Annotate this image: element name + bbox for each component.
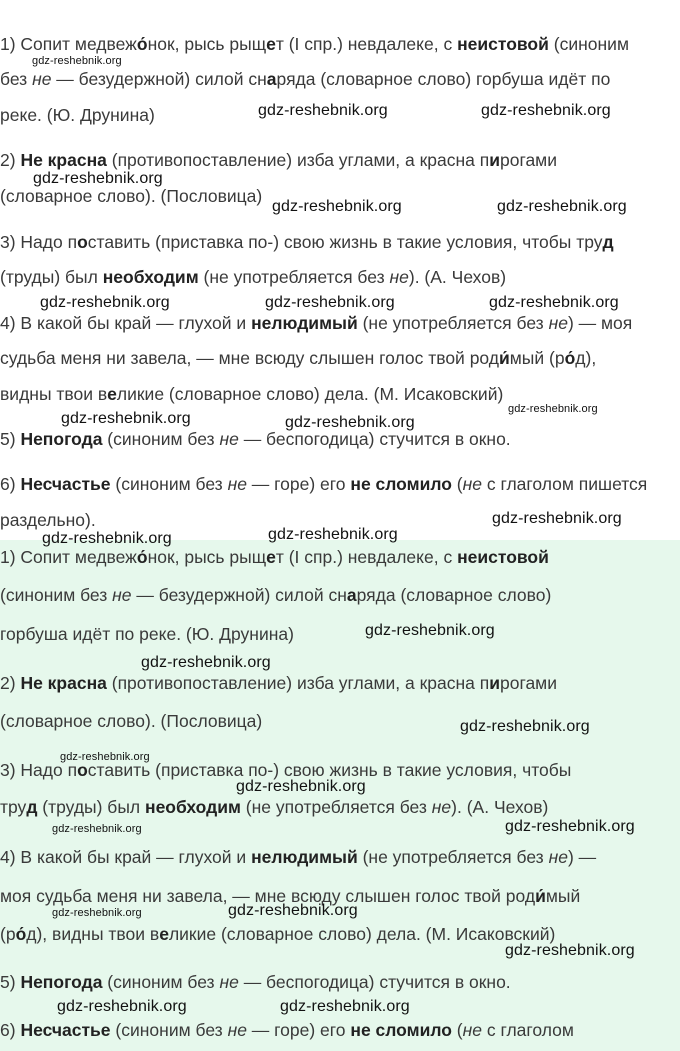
text-run: 6) xyxy=(0,1020,21,1040)
text-run: ). (А. Чехов) xyxy=(408,267,507,287)
text-run: 2) xyxy=(0,673,21,693)
watermark-text: gdz-reshebnik.org xyxy=(272,198,402,215)
text-run: — горе) его xyxy=(246,474,351,494)
text-run: — безудержной) силой сн xyxy=(131,585,347,605)
text-run: — беспогодица) стучится в окно. xyxy=(238,429,511,449)
highlighted-text: Несчастье xyxy=(20,1020,111,1040)
text-run: видны твои в xyxy=(0,384,108,404)
highlighted-text: необходим xyxy=(102,267,199,287)
watermark-text: gdz-reshebnik.org xyxy=(460,718,590,735)
watermark-text: gdz-reshebnik.org xyxy=(268,526,398,543)
text-line xyxy=(0,584,551,606)
text-line xyxy=(0,971,511,993)
text-run: т (I спр.) невдалеке, с xyxy=(275,547,458,567)
highlighted-text: о xyxy=(77,760,88,780)
text-run: ставить (приставка по-) свою жизнь в такие условия, чтобы тру xyxy=(87,232,603,252)
highlighted-text: Непогода xyxy=(20,429,103,449)
text-run: мый xyxy=(545,886,581,906)
text-line xyxy=(0,312,632,334)
highlighted-text: нелюдимый xyxy=(251,847,358,867)
text-run: 1) Сопит медвеж xyxy=(0,547,137,567)
text-run: (синоним без xyxy=(102,972,220,992)
highlighted-text: е xyxy=(107,384,117,404)
text-run: тру xyxy=(0,797,27,817)
watermark-text: gdz-reshebnik.org xyxy=(33,170,163,187)
text-line xyxy=(0,710,262,732)
watermark-text: gdz-reshebnik.org xyxy=(505,818,635,835)
text-run: ликие (словарное слово) дела. (М. Исаковский) xyxy=(168,924,556,944)
text-run: (словарное слово). (Пословица) xyxy=(0,711,263,731)
text-run: ряда (словарное слово) xyxy=(356,585,552,605)
text-run: нок, рысь рыщ xyxy=(147,34,267,54)
italic-text: не xyxy=(219,429,239,449)
watermark-text: gdz-reshebnik.org xyxy=(497,198,627,215)
text-line xyxy=(0,796,548,818)
watermark-text: gdz-reshebnik.org xyxy=(505,942,635,959)
text-run: 4) В какой бы край — глухой и xyxy=(0,847,252,867)
text-run: 3) Надо п xyxy=(0,760,78,780)
highlighted-text: д xyxy=(602,232,614,252)
highlighted-text: е xyxy=(266,547,276,567)
text-run: (не употребляется без xyxy=(357,313,549,333)
watermark-text: gdz-reshebnik.org xyxy=(141,654,271,671)
italic-text: не xyxy=(548,313,568,333)
text-run: (синоним без xyxy=(0,585,113,605)
highlighted-text: о́ xyxy=(15,924,27,944)
text-run: (не употребляется без xyxy=(198,267,390,287)
text-run: — безудержной) силой сн xyxy=(51,69,267,89)
text-run: с глаголом пишется xyxy=(481,474,648,494)
text-run: раздельно). xyxy=(0,510,96,530)
text-line xyxy=(0,473,647,495)
watermark-text: gdz-reshebnik.org xyxy=(40,294,170,311)
highlighted-text: и́ xyxy=(535,886,546,906)
text-line xyxy=(0,846,596,868)
text-run: моя судьба меня ни завела, — мне всюду слышен голос твой род xyxy=(0,886,536,906)
text-run: ряда (словарное слово) горбуша идёт по xyxy=(276,69,611,89)
watermark-text: gdz-reshebnik.org xyxy=(285,414,415,431)
highlighted-text: е xyxy=(159,924,169,944)
highlighted-text: и́ xyxy=(499,348,510,368)
text-run: ) — xyxy=(567,847,597,867)
highlighted-text: неистовой xyxy=(457,34,549,54)
text-line xyxy=(0,347,596,369)
text-run: 4) В какой бы край — глухой и xyxy=(0,313,252,333)
highlighted-text: Непогода xyxy=(20,972,103,992)
text-run: (не употребляется без xyxy=(357,847,549,867)
highlighted-text: а xyxy=(266,69,277,89)
watermark-text: gdz-reshebnik.org xyxy=(32,55,122,67)
text-line xyxy=(0,266,506,288)
watermark-text: gdz-reshebnik.org xyxy=(508,403,598,415)
text-run: 6) xyxy=(0,474,21,494)
text-run: (противопоставление) изба углами, а красна п xyxy=(106,150,490,170)
watermark-text: gdz-reshebnik.org xyxy=(52,907,142,919)
highlighted-text: необходим xyxy=(145,797,241,817)
highlighted-text: и xyxy=(489,673,500,693)
highlighted-text: Не красна xyxy=(20,150,107,170)
text-line xyxy=(0,149,557,171)
text-run: 5) xyxy=(0,972,21,992)
text-line xyxy=(0,383,503,405)
highlighted-text: е xyxy=(266,34,276,54)
text-run: горбуша идёт по реке. (Ю. Друнина) xyxy=(0,624,294,644)
text-run: ( xyxy=(451,474,463,494)
watermark-text: gdz-reshebnik.org xyxy=(57,998,187,1015)
text-line xyxy=(0,923,555,945)
text-line xyxy=(0,185,262,207)
watermark-text: gdz-reshebnik.org xyxy=(60,751,150,763)
text-run: — горе) его xyxy=(246,1020,351,1040)
text-run: (противопоставление) изба углами, а красна п xyxy=(106,673,490,693)
text-run: (труды) был xyxy=(0,267,103,287)
text-line xyxy=(0,33,629,55)
highlighted-text: и xyxy=(489,150,500,170)
highlighted-text: о́ xyxy=(564,348,576,368)
text-run: судьба меня ни завела, — мне всюду слышен голос твой род xyxy=(0,348,499,368)
text-run: 1) Сопит медвеж xyxy=(0,34,137,54)
text-run: реке. (Ю. Друнина) xyxy=(0,105,155,125)
text-line xyxy=(0,672,557,694)
text-run: (труды) был xyxy=(37,797,145,817)
italic-text: не xyxy=(32,69,52,89)
watermark-text: gdz-reshebnik.org xyxy=(265,294,395,311)
watermark-text: gdz-reshebnik.org xyxy=(42,530,172,547)
highlighted-text: д xyxy=(26,797,38,817)
text-run: ставить (приставка по-) свою жизнь в такие условия, чтобы xyxy=(87,760,572,780)
text-run: ). (А. Чехов) xyxy=(451,797,549,817)
watermark-text: gdz-reshebnik.org xyxy=(280,998,410,1015)
text-run: без xyxy=(0,69,33,89)
italic-text: не xyxy=(548,847,568,867)
text-run: д), видны твои в xyxy=(26,924,160,944)
watermark-text: gdz-reshebnik.org xyxy=(61,410,191,427)
watermark-text: gdz-reshebnik.org xyxy=(489,294,619,311)
highlighted-text: Несчастье xyxy=(20,474,111,494)
text-line xyxy=(0,509,96,531)
italic-text: не xyxy=(462,474,482,494)
text-run: ) — моя xyxy=(567,313,633,333)
italic-text: не xyxy=(431,797,452,817)
watermark-text: gdz-reshebnik.org xyxy=(481,102,611,119)
watermark-text: gdz-reshebnik.org xyxy=(365,622,495,639)
highlighted-text: о́ xyxy=(136,547,148,567)
text-line xyxy=(0,104,155,126)
watermark-text: gdz-reshebnik.org xyxy=(52,823,142,835)
highlighted-text: нелюдимый xyxy=(251,313,358,333)
text-run: (синоним xyxy=(548,34,629,54)
italic-text: не xyxy=(227,474,247,494)
text-run: 2) xyxy=(0,150,21,170)
text-line xyxy=(0,546,549,568)
text-run: с глаголом xyxy=(481,1020,574,1040)
highlighted-text: неистовой xyxy=(457,547,549,567)
highlighted-text: о́ xyxy=(136,34,148,54)
text-run: ликие (словарное слово) дела. (М. Исаковский) xyxy=(116,384,504,404)
highlighted-text: не сломило xyxy=(350,474,452,494)
text-run: — беспогодица) стучится в окно. xyxy=(238,972,511,992)
text-run: 3) Надо п xyxy=(0,232,78,252)
italic-text: не xyxy=(227,1020,247,1040)
text-line xyxy=(0,623,294,645)
highlighted-text: Не красна xyxy=(20,673,107,693)
text-line xyxy=(0,1019,574,1041)
highlighted-text: а xyxy=(346,585,357,605)
text-run: рогами xyxy=(499,150,557,170)
text-run: (синоним без xyxy=(110,474,228,494)
text-line xyxy=(0,68,610,90)
text-run: нок, рысь рыщ xyxy=(147,547,267,567)
text-run: 5) xyxy=(0,429,21,449)
text-line xyxy=(0,428,511,450)
text-run: д), xyxy=(575,348,597,368)
watermark-text: gdz-reshebnik.org xyxy=(236,778,366,795)
text-run: (словарное слово). (Пословица) xyxy=(0,186,263,206)
highlighted-text: о xyxy=(77,232,88,252)
watermark-text: gdz-reshebnik.org xyxy=(228,902,358,919)
italic-text: не xyxy=(462,1020,482,1040)
text-run: (синоним без xyxy=(110,1020,228,1040)
text-run: (синоним без xyxy=(102,429,220,449)
watermark-text: gdz-reshebnik.org xyxy=(492,510,622,527)
highlighted-text: не сломило xyxy=(350,1020,452,1040)
text-run: т (I спр.) невдалеке, с xyxy=(275,34,458,54)
text-run: мый (р xyxy=(509,348,565,368)
text-run: ( xyxy=(451,1020,463,1040)
italic-text: не xyxy=(389,267,409,287)
watermark-text: gdz-reshebnik.org xyxy=(258,102,388,119)
italic-text: не xyxy=(219,972,239,992)
text-run: рогами xyxy=(499,673,557,693)
italic-text: не xyxy=(112,585,132,605)
text-line xyxy=(0,231,614,253)
text-run: (не употребляется без xyxy=(240,797,432,817)
text-run: (р xyxy=(0,924,16,944)
